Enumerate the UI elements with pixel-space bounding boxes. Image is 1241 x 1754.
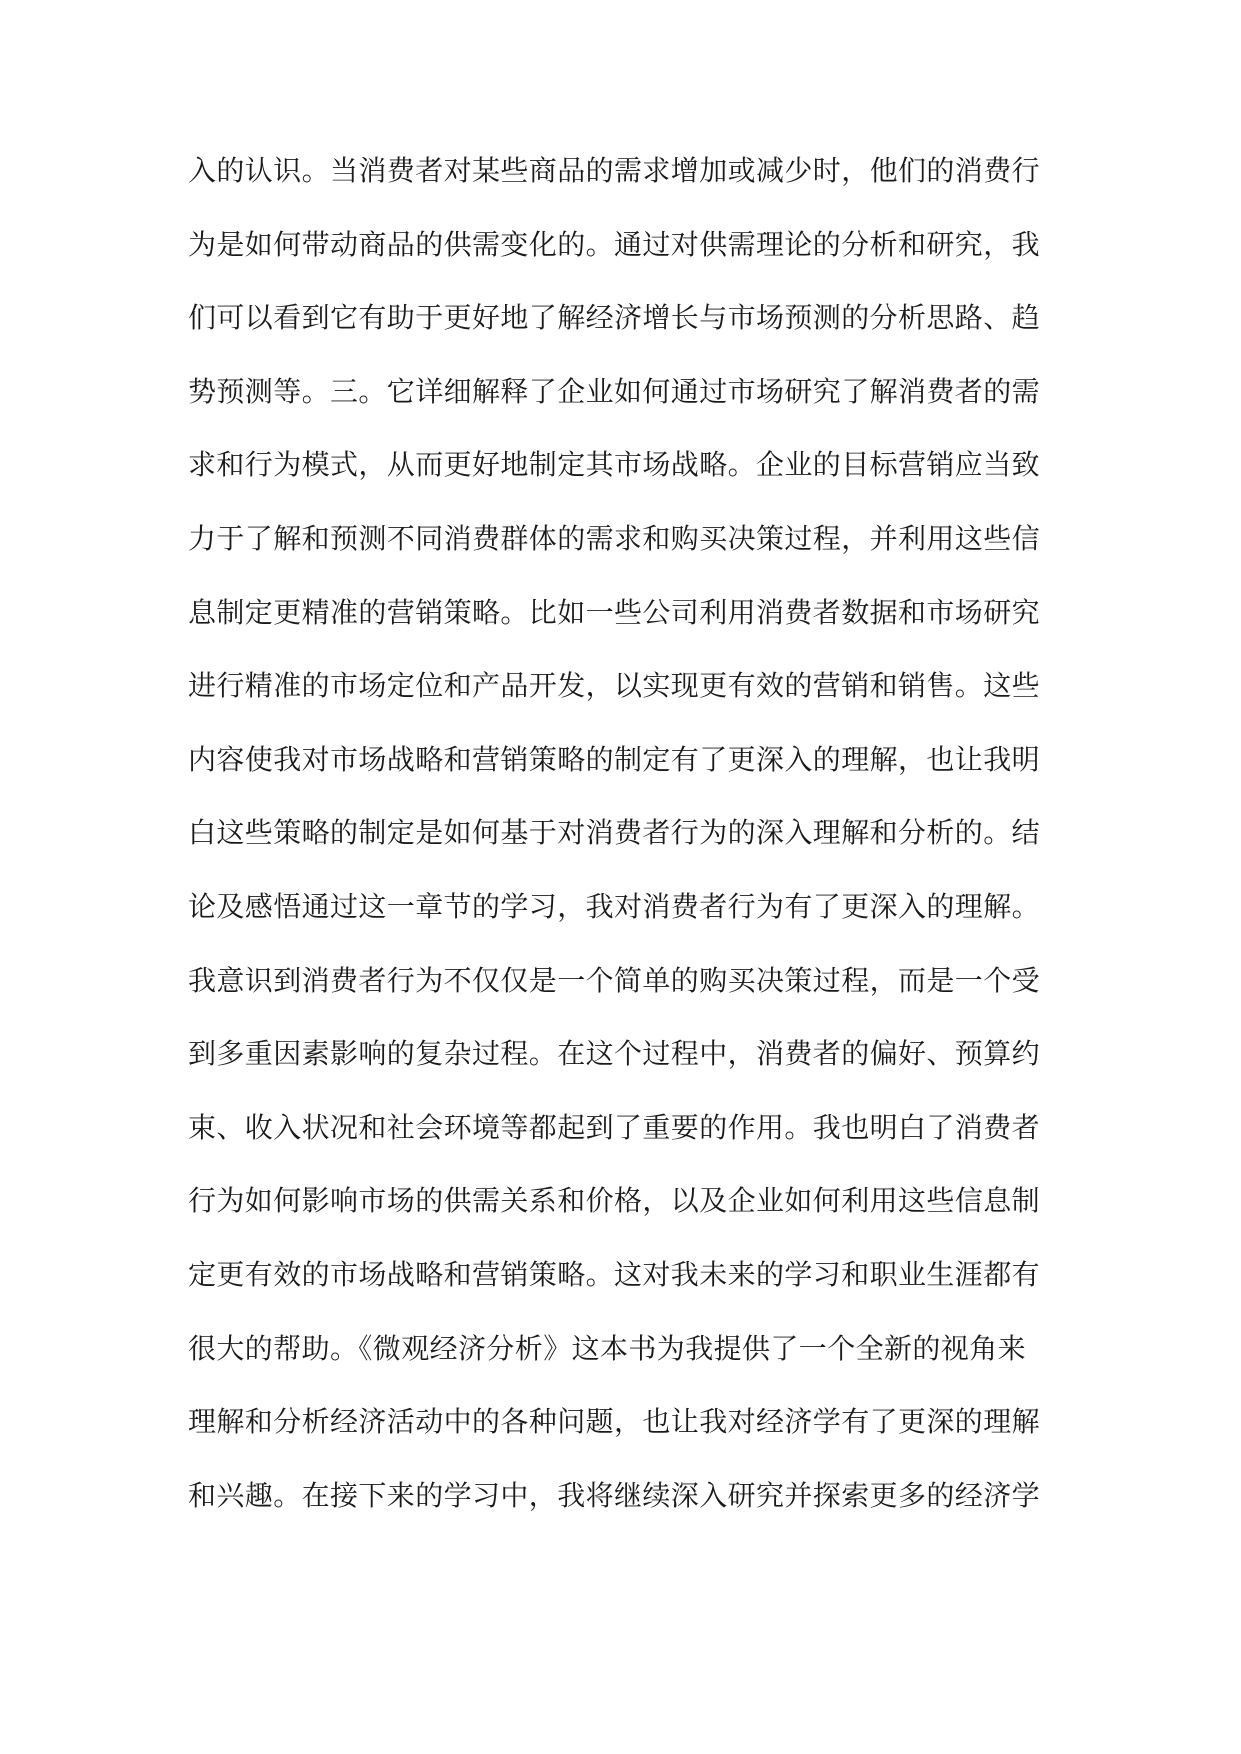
text-line: 到多重因素影响的复杂过程。在这个过程中，消费者的偏好、预算约 — [188, 1037, 1041, 1071]
text-line: 求和行为模式，从而更好地制定其市场战略。企业的目标营销应当致 — [188, 448, 1041, 482]
text-line: 我意识到消费者行为不仅仅是一个简单的购买决策过程，而是一个受 — [188, 963, 1041, 997]
text-line: 定更有效的市场战略和营销策略。这对我未来的学习和职业生涯都有 — [188, 1257, 1041, 1291]
text-line: 进行精准的市场定位和产品开发，以实现更有效的营销和销售。这些 — [188, 669, 1041, 703]
body-text — [188, 134, 1068, 1532]
text-line: 力于了解和预测不同消费群体的需求和购买决策过程，并利用这些信 — [188, 521, 1041, 555]
text-line: 行为如何影响市场的供需关系和价格，以及企业如何利用这些信息制 — [188, 1184, 1041, 1218]
text-line: 内容使我对市场战略和营销策略的制定有了更深入的理解，也让我明 — [188, 742, 1041, 776]
text-line: 束、收入状况和社会环境等都起到了重要的作用。我也明白了消费者 — [188, 1110, 1041, 1144]
text-line: 们可以看到它有助于更好地了解经济增长与市场预测的分析思路、趋 — [188, 301, 1041, 335]
text-line: 入的认识。当消费者对某些商品的需求增加或减少时，他们的消费行 — [188, 154, 1041, 187]
text-line: 势预测等。三。它详细解释了企业如何通过市场研究了解消费者的需 — [188, 374, 1041, 408]
text-line: 理解和分析经济活动中的各种问题，也让我对经济学有了更深的理解 — [188, 1405, 1041, 1439]
text-line: 白这些策略的制定是如何基于对消费者行为的深入理解和分析的。结 — [188, 816, 1041, 850]
text-line: 和兴趣。在接下来的学习中，我将继续深入研究并探索更多的经济学 — [188, 1478, 1041, 1512]
text-line: 论及感悟通过这一章节的学习，我对消费者行为有了更深入的理解。 — [188, 889, 1041, 923]
text-line: 很大的帮助。《微观经济分析》这本书为我提供了一个全新的视角来 — [188, 1331, 1027, 1365]
text-line: 为是如何带动商品的供需变化的。通过对供需理论的分析和研究，我 — [188, 227, 1041, 261]
text-line: 息制定更精准的营销策略。比如一些公司利用消费者数据和市场研究 — [188, 595, 1041, 629]
